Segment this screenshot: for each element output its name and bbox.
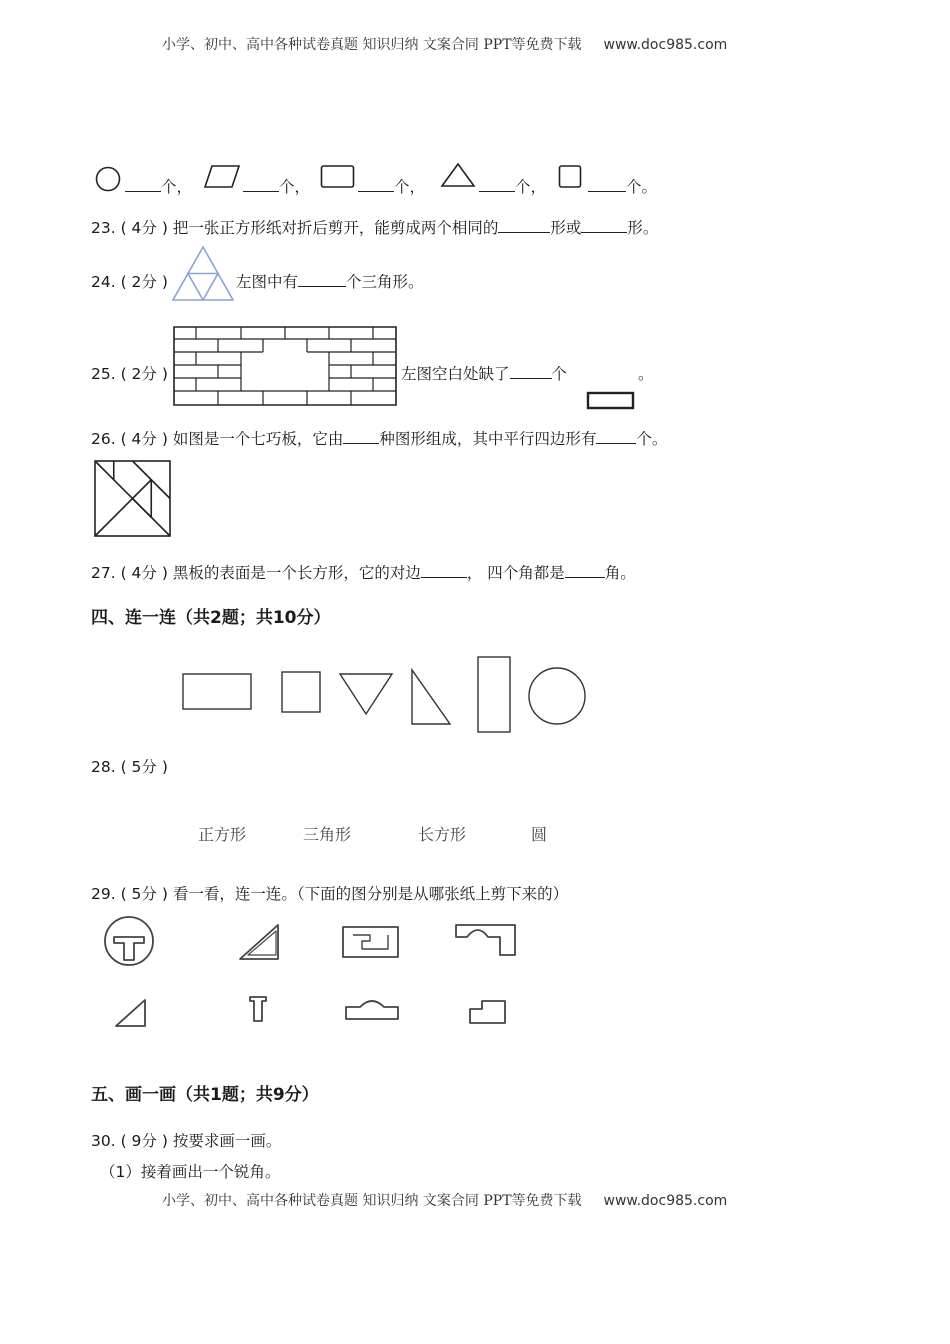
down-triangle-shape xyxy=(340,674,392,714)
question-30-sub1: （1）接着画出一个锐角。 xyxy=(100,1163,281,1181)
parallelogram-icon xyxy=(203,164,241,190)
question-25-prefix: 25. ( 2分 ) xyxy=(91,365,168,383)
answer-blank[interactable] xyxy=(581,218,627,233)
section-4-title: 四、连一连（共2题；共10分） xyxy=(91,608,331,628)
question-28-prefix: 28. ( 5分 ) xyxy=(91,758,168,776)
page-footer xyxy=(162,1190,727,1210)
answer-blank[interactable] xyxy=(565,563,605,578)
question-29: 29. ( 5分 ) 看一看，连一连。（下面的图分别是从哪张纸上剪下来的） xyxy=(91,885,569,903)
t-shape xyxy=(250,997,266,1021)
footer-text: 小学、初中、高中各种试卷真题 知识归纳 文案合同 PPT等免费下载 xyxy=(162,1193,582,1209)
question-26: 26. ( 4分 ) 如图是一个七巧板，它由 种图形组成，其中平行四边形有 个。 xyxy=(91,430,668,448)
footer-url[interactable]: www.doc985.com xyxy=(603,1193,728,1209)
bump-shape xyxy=(346,1001,398,1019)
q28-shapes xyxy=(180,652,590,732)
question-23: 23. ( 4分 ) 把一张正方形纸对折后剪开，能剪成两个相同的 形或 形。 xyxy=(91,219,659,237)
q22-blank-1: 个， xyxy=(125,177,192,197)
answer-blank[interactable] xyxy=(510,364,552,379)
small-triangle xyxy=(116,1000,145,1026)
q22-blank-4: 个， xyxy=(479,177,546,197)
brick-wall-figure xyxy=(173,326,399,406)
circle-shape xyxy=(529,668,585,724)
answer-blank[interactable] xyxy=(421,563,467,578)
tall-rectangle-shape xyxy=(478,657,510,732)
square-shape xyxy=(282,672,320,712)
page-header xyxy=(162,34,727,54)
question-30: 30. ( 9分 ) 按要求画一画。 xyxy=(91,1132,282,1150)
header-text: 小学、初中、高中各种试卷真题 知识归纳 文案合同 PPT等免费下载 xyxy=(162,37,582,53)
triangle-icon xyxy=(441,162,477,188)
answer-blank[interactable] xyxy=(498,218,550,233)
label-rectangle: 长方形 xyxy=(418,825,467,844)
frame-shape xyxy=(343,927,398,957)
tangram-figure xyxy=(93,459,173,539)
answer-blank[interactable] xyxy=(343,429,379,444)
step-shape xyxy=(470,1001,505,1023)
triangle-figure xyxy=(172,245,236,303)
rectangle-shape xyxy=(183,674,251,709)
question-24-text: 左图中有 个三角形。 xyxy=(236,273,424,291)
section-5-title: 五、画一画（共1题；共9分） xyxy=(91,1085,319,1105)
question-25-text: 左图空白处缺了 个 xyxy=(401,365,568,383)
question-24-prefix: 24. ( 2分 ) xyxy=(91,273,168,291)
label-triangle: 三角形 xyxy=(303,825,352,844)
brick-icon xyxy=(587,392,635,410)
square-icon xyxy=(558,164,584,190)
circle-with-t-hole xyxy=(105,917,153,965)
right-triangle-shape xyxy=(412,670,450,724)
header-url[interactable]: www.doc985.com xyxy=(603,37,728,53)
q29-cutouts xyxy=(100,915,530,1040)
label-circle: 圆 xyxy=(531,825,548,844)
answer-blank[interactable] xyxy=(298,272,346,287)
q22-blank-5: 个。 xyxy=(588,177,657,197)
arch-shape xyxy=(456,925,515,955)
angle-shape xyxy=(240,925,278,959)
label-square: 正方形 xyxy=(198,825,247,844)
circle-icon xyxy=(95,166,123,192)
answer-blank[interactable] xyxy=(596,429,636,444)
q22-blank-3: 个， xyxy=(358,177,425,197)
rectangle-icon xyxy=(320,164,356,190)
q22-blank-2: 个， xyxy=(243,177,310,197)
question-27: 27. ( 4分 ) 黑板的表面是一个长方形，它的对边 ， 四个角都是 角。 xyxy=(91,564,636,582)
question-25-end: 。 xyxy=(638,365,654,383)
